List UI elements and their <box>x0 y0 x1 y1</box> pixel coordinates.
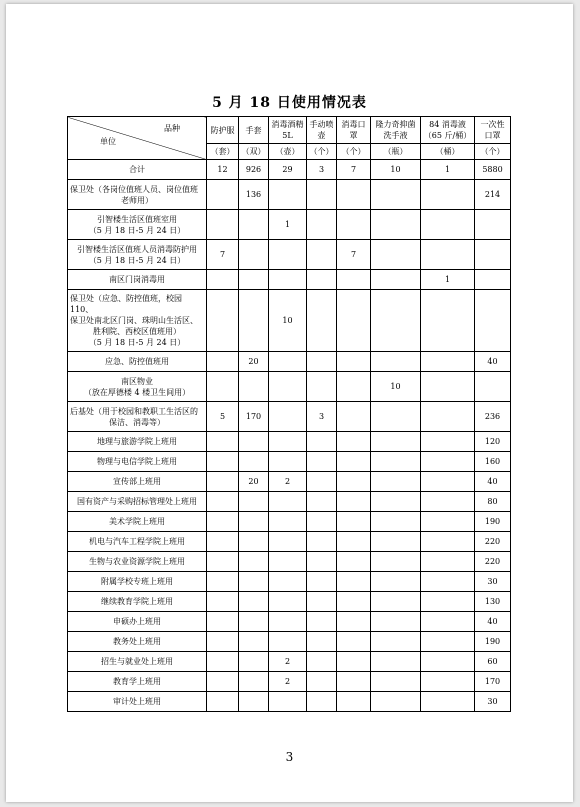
table-title: 5 月 18 日使用情况表 <box>212 95 367 111</box>
col-header: 手动喷壶 <box>307 117 337 144</box>
value-cell <box>207 672 239 692</box>
unit-line: 招生与就业处上班用 <box>101 657 173 666</box>
value-cell <box>421 572 475 592</box>
value-cell <box>307 552 337 572</box>
table-row <box>68 532 511 552</box>
value-cell <box>207 180 239 210</box>
value-cell <box>307 492 337 512</box>
corner-cell <box>68 117 207 160</box>
value-cell <box>371 452 421 472</box>
value-cell <box>371 672 421 692</box>
value-cell <box>307 210 337 240</box>
value-cell: 5 <box>207 402 239 432</box>
value-cell <box>421 672 475 692</box>
value-cell <box>421 692 475 712</box>
value-cell: 20 <box>239 472 269 492</box>
unit-line: 合计 <box>129 165 145 174</box>
value-cell <box>337 512 371 532</box>
unit-line: 教育学上班用 <box>113 677 161 686</box>
value-cell <box>269 612 307 632</box>
value-cell: 136 <box>239 180 269 210</box>
value-cell <box>421 402 475 432</box>
value-cell <box>239 692 269 712</box>
value-cell <box>421 532 475 552</box>
value-cell <box>475 270 511 290</box>
col-header: 防护服 <box>207 117 239 144</box>
value-cell: 80 <box>475 492 511 512</box>
header-row <box>68 117 511 144</box>
unit-line: 后基处（用于校园和教职工生活区的 <box>70 406 198 416</box>
value-cell: 5880 <box>475 160 511 180</box>
value-cell <box>337 632 371 652</box>
col-unit: （壶） <box>269 144 307 160</box>
unit-cell <box>68 352 207 372</box>
value-cell <box>337 452 371 472</box>
unit-cell <box>68 652 207 672</box>
unit-cell <box>68 240 207 270</box>
value-cell <box>307 472 337 492</box>
value-cell <box>239 632 269 652</box>
value-cell: 170 <box>475 672 511 692</box>
value-cell <box>421 240 475 270</box>
value-cell <box>307 290 337 352</box>
table-row <box>68 552 511 572</box>
value-cell <box>421 652 475 672</box>
value-cell <box>337 552 371 572</box>
col-header: 消毒口罩 <box>337 117 371 144</box>
value-cell <box>207 612 239 632</box>
value-cell <box>207 492 239 512</box>
value-cell <box>337 592 371 612</box>
value-cell <box>269 492 307 512</box>
value-cell: 12 <box>207 160 239 180</box>
value-cell <box>207 432 239 452</box>
value-cell <box>307 572 337 592</box>
value-cell <box>269 692 307 712</box>
value-cell <box>269 452 307 472</box>
value-cell <box>371 492 421 512</box>
value-cell <box>337 572 371 592</box>
unit-cell <box>68 372 207 402</box>
value-cell <box>207 532 239 552</box>
unit-line: 申硕办上班用 <box>113 617 161 626</box>
value-cell <box>239 592 269 612</box>
value-cell: 1 <box>421 160 475 180</box>
value-cell: 160 <box>475 452 511 472</box>
value-cell: 3 <box>307 160 337 180</box>
value-cell <box>239 372 269 402</box>
value-cell <box>337 692 371 712</box>
value-cell: 29 <box>269 160 307 180</box>
col-unit: （桶） <box>421 144 475 160</box>
value-cell <box>337 492 371 512</box>
value-cell <box>337 532 371 552</box>
usage-table <box>67 116 511 712</box>
value-cell <box>421 372 475 402</box>
unit-line: （放在厚德楼 4 楼卫生间用） <box>83 387 191 397</box>
value-cell <box>269 432 307 452</box>
value-cell <box>269 352 307 372</box>
table-row <box>68 432 511 452</box>
col-unit: （套） <box>207 144 239 160</box>
unit-line: 宣传部上班用 <box>113 477 161 486</box>
unit-line: 保卫处（应急、防控值班，校园 110、 <box>70 294 182 314</box>
unit-cell <box>68 432 207 452</box>
table-row <box>68 452 511 472</box>
value-cell <box>239 452 269 472</box>
unit-cell <box>68 592 207 612</box>
table-row <box>68 210 511 240</box>
value-cell <box>421 552 475 572</box>
unit-line: 应急、防控值班用 <box>105 357 169 366</box>
value-cell <box>307 240 337 270</box>
table-row <box>68 472 511 492</box>
table-row <box>68 692 511 712</box>
value-cell <box>269 270 307 290</box>
table-row <box>68 180 511 210</box>
table-row <box>68 352 511 372</box>
value-cell: 2 <box>269 472 307 492</box>
unit-cell <box>68 270 207 290</box>
value-cell: 10 <box>371 160 421 180</box>
col-header: 手套 <box>239 117 269 144</box>
value-cell: 170 <box>239 402 269 432</box>
value-cell <box>307 652 337 672</box>
table-row <box>68 290 511 352</box>
unit-line: 引智楼生活区值班室用 <box>97 214 177 224</box>
unit-line: 附属学校专班上班用 <box>101 577 173 586</box>
unit-line: 机电与汽车工程学院上班用 <box>89 537 185 546</box>
value-cell <box>239 572 269 592</box>
value-cell <box>239 672 269 692</box>
unit-cell <box>68 492 207 512</box>
value-cell <box>337 270 371 290</box>
table-row <box>68 572 511 592</box>
value-cell: 1 <box>421 270 475 290</box>
value-cell <box>371 402 421 432</box>
value-cell <box>337 672 371 692</box>
value-cell <box>371 552 421 572</box>
value-cell <box>421 180 475 210</box>
unit-line: 保卫处南北区门岗、珠明山生活区、 <box>70 316 198 325</box>
value-cell <box>307 452 337 472</box>
table-row <box>68 672 511 692</box>
table-body <box>68 117 511 712</box>
value-cell <box>337 180 371 210</box>
value-cell <box>207 592 239 612</box>
value-cell <box>207 270 239 290</box>
value-cell <box>421 492 475 512</box>
value-cell <box>307 432 337 452</box>
unit-line: 美术学院上班用 <box>109 517 165 526</box>
unit-cell <box>68 160 207 180</box>
value-cell: 926 <box>239 160 269 180</box>
unit-cell <box>68 472 207 492</box>
value-cell <box>307 672 337 692</box>
unit-line: 国有资产与采购招标管理处上班用 <box>77 497 197 506</box>
col-header: 消毒酒精 5L <box>269 117 307 144</box>
value-cell <box>269 572 307 592</box>
table-row <box>68 270 511 290</box>
value-cell: 7 <box>337 160 371 180</box>
value-cell <box>269 532 307 552</box>
value-cell <box>421 612 475 632</box>
value-cell <box>307 180 337 210</box>
value-cell <box>421 632 475 652</box>
value-cell <box>337 210 371 240</box>
unit-cell <box>68 532 207 552</box>
value-cell <box>421 290 475 352</box>
value-cell <box>207 552 239 572</box>
value-cell <box>371 432 421 452</box>
unit-cell <box>68 402 207 432</box>
value-cell: 2 <box>269 652 307 672</box>
unit-cell <box>68 672 207 692</box>
table-row <box>68 402 511 432</box>
value-cell <box>371 352 421 372</box>
value-cell <box>239 652 269 672</box>
value-cell <box>307 372 337 402</box>
value-cell <box>269 592 307 612</box>
unit-cell <box>68 512 207 532</box>
value-cell <box>475 372 511 402</box>
value-cell <box>239 432 269 452</box>
unit-line: 保洁、消毒等） <box>109 417 165 427</box>
unit-cell <box>68 552 207 572</box>
value-cell: 20 <box>239 352 269 372</box>
value-cell: 130 <box>475 592 511 612</box>
value-cell <box>207 652 239 672</box>
unit-line: 教务处上班用 <box>113 637 161 646</box>
value-cell <box>371 472 421 492</box>
value-cell: 30 <box>475 692 511 712</box>
value-cell: 30 <box>475 572 511 592</box>
value-cell <box>239 210 269 240</box>
value-cell <box>239 532 269 552</box>
col-unit: （个） <box>475 144 511 160</box>
value-cell <box>371 512 421 532</box>
value-cell <box>307 532 337 552</box>
value-cell <box>269 552 307 572</box>
value-cell: 236 <box>475 402 511 432</box>
value-cell: 40 <box>475 352 511 372</box>
unit-line: 引智楼生活区值班人员消毒防护用 <box>77 244 197 254</box>
value-cell <box>207 372 239 402</box>
value-cell <box>371 612 421 632</box>
value-cell <box>207 692 239 712</box>
value-cell: 7 <box>207 240 239 270</box>
unit-cell <box>68 210 207 240</box>
value-cell: 220 <box>475 532 511 552</box>
value-cell <box>207 210 239 240</box>
value-cell <box>239 492 269 512</box>
value-cell <box>269 240 307 270</box>
value-cell <box>269 402 307 432</box>
value-cell <box>371 290 421 352</box>
unit-cell <box>68 612 207 632</box>
value-cell <box>337 290 371 352</box>
unit-cell <box>68 572 207 592</box>
unit-line: 南区门岗消毒用 <box>109 275 165 284</box>
value-cell <box>371 632 421 652</box>
value-cell <box>307 612 337 632</box>
value-cell <box>337 402 371 432</box>
value-cell: 220 <box>475 552 511 572</box>
value-cell <box>371 532 421 552</box>
value-cell <box>371 652 421 672</box>
value-cell <box>269 632 307 652</box>
unit-line: （5 月 18 日-5 月 24 日） <box>88 338 186 347</box>
unit-line: 物理与电信学院上班用 <box>97 457 177 466</box>
col-header: 隆力奇抑菌洗手液 <box>371 117 421 144</box>
value-cell <box>207 512 239 532</box>
value-cell <box>307 592 337 612</box>
unit-line: 胜利院、西校区值班用） <box>93 327 181 336</box>
value-cell <box>207 352 239 372</box>
col-unit: （个） <box>307 144 337 160</box>
value-cell <box>307 352 337 372</box>
value-cell <box>337 472 371 492</box>
table-row <box>68 492 511 512</box>
value-cell <box>371 692 421 712</box>
value-cell <box>337 652 371 672</box>
value-cell <box>269 180 307 210</box>
value-cell <box>371 572 421 592</box>
value-cell <box>269 372 307 402</box>
value-cell <box>371 210 421 240</box>
value-cell: 7 <box>337 240 371 270</box>
value-cell <box>337 352 371 372</box>
value-cell <box>371 592 421 612</box>
value-cell <box>207 452 239 472</box>
value-cell <box>371 270 421 290</box>
corner-variety-label: 品种 <box>164 124 180 133</box>
value-cell <box>421 512 475 532</box>
value-cell <box>371 240 421 270</box>
col-unit: （双） <box>239 144 269 160</box>
unit-cell <box>68 692 207 712</box>
value-cell <box>239 512 269 532</box>
value-cell <box>239 270 269 290</box>
value-cell <box>207 572 239 592</box>
value-cell <box>307 632 337 652</box>
unit-line: 继续教育学院上班用 <box>101 597 173 606</box>
value-cell <box>371 180 421 210</box>
value-cell: 3 <box>307 402 337 432</box>
value-cell: 1 <box>269 210 307 240</box>
unit-cell <box>68 180 207 210</box>
value-cell <box>307 512 337 532</box>
value-cell <box>337 612 371 632</box>
value-cell: 190 <box>475 632 511 652</box>
value-cell <box>421 472 475 492</box>
col-header: 84 消毒液（65 斤/桶） <box>421 117 475 144</box>
corner-unit-label: 单位 <box>100 137 116 146</box>
table-row <box>68 592 511 612</box>
value-cell <box>307 692 337 712</box>
value-cell <box>475 290 511 352</box>
unit-line: 南区物业 <box>121 376 153 386</box>
value-cell: 10 <box>371 372 421 402</box>
table-row <box>68 632 511 652</box>
unit-line: 生物与农业资源学院上班用 <box>89 557 185 566</box>
value-cell <box>207 290 239 352</box>
unit-line: （5 月 18 日-5 月 24 日） <box>88 255 186 265</box>
table-row <box>68 240 511 270</box>
unit-line: 老师用） <box>121 195 153 205</box>
value-cell: 40 <box>475 472 511 492</box>
value-cell <box>239 290 269 352</box>
value-cell <box>421 592 475 612</box>
table-row <box>68 160 511 180</box>
value-cell <box>207 632 239 652</box>
value-cell: 214 <box>475 180 511 210</box>
document-page <box>6 4 573 802</box>
value-cell <box>239 612 269 632</box>
unit-cell <box>68 452 207 472</box>
value-cell: 60 <box>475 652 511 672</box>
value-cell: 40 <box>475 612 511 632</box>
unit-cell <box>68 290 207 352</box>
value-cell <box>337 372 371 402</box>
unit-line: 保卫处（各岗位值班人员、岗位值班 <box>70 184 198 194</box>
table-row <box>68 372 511 402</box>
value-cell <box>239 240 269 270</box>
value-cell <box>475 240 511 270</box>
table-row <box>68 612 511 632</box>
value-cell <box>337 432 371 452</box>
page-number: 3 <box>285 750 294 764</box>
value-cell <box>269 512 307 532</box>
value-cell <box>307 270 337 290</box>
value-cell <box>207 472 239 492</box>
value-cell <box>239 552 269 572</box>
value-cell <box>421 352 475 372</box>
col-unit: （瓶） <box>371 144 421 160</box>
value-cell: 120 <box>475 432 511 452</box>
unit-cell <box>68 632 207 652</box>
col-unit: （个） <box>337 144 371 160</box>
unit-line: （5 月 18 日-5 月 24 日） <box>88 225 186 235</box>
table-row <box>68 652 511 672</box>
value-cell <box>421 452 475 472</box>
col-header: 一次性口罩 <box>475 117 511 144</box>
value-cell <box>421 432 475 452</box>
value-cell <box>475 210 511 240</box>
table-row <box>68 512 511 532</box>
value-cell: 190 <box>475 512 511 532</box>
unit-line: 地理与旅游学院上班用 <box>97 437 177 446</box>
unit-line: 审计处上班用 <box>113 697 161 706</box>
value-cell: 2 <box>269 672 307 692</box>
value-cell <box>421 210 475 240</box>
value-cell: 10 <box>269 290 307 352</box>
